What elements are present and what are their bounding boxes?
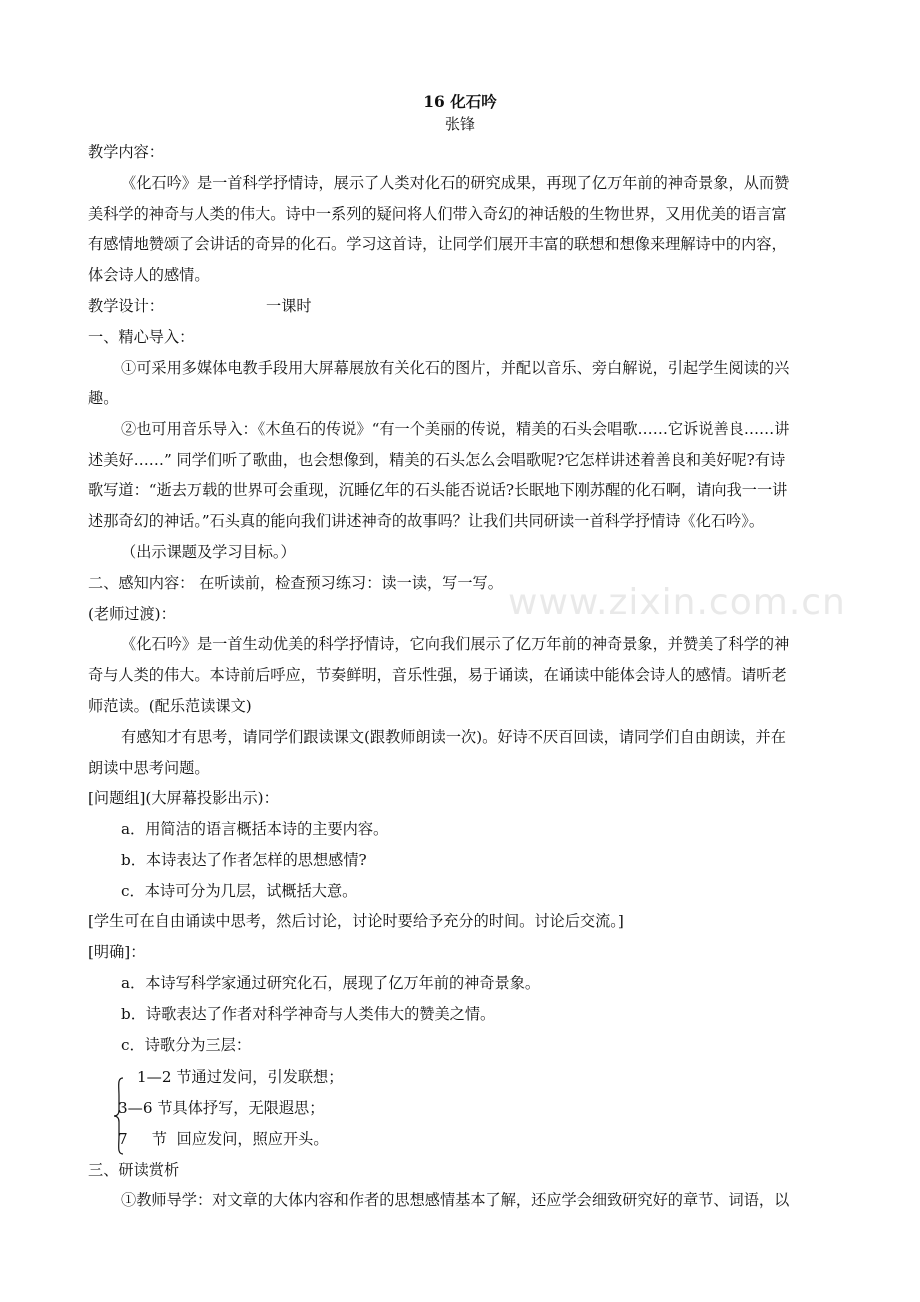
section-label: 教学设计：	[88, 297, 164, 315]
lesson-count: 一课时	[266, 297, 312, 315]
section-label: [明确]：	[88, 943, 146, 961]
paragraph-line: 奇与人类的伟大。本诗前后呼应，节奏鲜明，音乐性强，易于诵读，在诵读中能体会诗人的感情。请听老	[88, 666, 787, 684]
paragraph-line: 趣。	[88, 389, 119, 407]
paragraph-line: ②也可用音乐导入：《木鱼石的传说》“有一个美丽的传说，精美的石头会唱歌……它诉说善良……讲	[121, 420, 790, 438]
paragraph-line: ①可采用多媒体电教手段用大屏幕展放有关化石的图片，并配以音乐、旁白解说，引起学生阅读的兴	[121, 359, 790, 377]
section-heading: 二、感知内容： 在听读前，检查预习练习：读一读，写一写。	[88, 574, 503, 592]
list-item: c．本诗可分为几层，试概括大意。	[121, 882, 358, 900]
doc-author: 张锋	[444, 115, 475, 133]
paragraph-line: 《化石吟》是一首生动优美的科学抒情诗，它向我们展示了亿万年前的神奇景象，并赞美了科学的神	[121, 635, 790, 653]
list-item: b．本诗表达了作者怎样的思想感情?	[121, 851, 367, 869]
list-item: b．诗歌表达了作者对科学神奇与人类伟大的赞美之情。	[121, 1005, 496, 1023]
section-heading: 三、研读赏析	[88, 1161, 180, 1179]
section-label: 教学内容：	[88, 143, 164, 161]
paragraph-line: 有感情地赞颂了会讲话的奇异的化石。学习这首诗，让同学们展开丰富的联想和想像来理解诗中的内容，	[88, 235, 787, 253]
paragraph-line: （出示课题及学习目标。）	[121, 543, 296, 561]
list-item: 7 节 回应发问，照应开头。	[118, 1130, 329, 1148]
paragraph-line: 朗读中思考问题。	[88, 759, 210, 777]
watermark: www.zixin.com.cn	[508, 582, 846, 623]
list-item: a．本诗写科学家通过研究化石，展现了亿万年前的神奇景象。	[121, 974, 541, 992]
paragraph-line: [学生可在自由诵读中思考，然后讨论，讨论时要给予充分的时间。讨论后交流。]	[88, 912, 624, 930]
list-item: 1—2 节通过发问，引发联想；	[137, 1068, 344, 1086]
paragraph-line: 师范读。(配乐范读课文)	[88, 697, 252, 715]
paragraph-line: 述那奇幻的神话。”石头真的能向我们讲述神奇的故事吗？让我们共同研读一首科学抒情诗《化石吟》。	[88, 512, 765, 530]
section-label: (老师过渡)：	[88, 605, 176, 623]
paragraph-line: 美科学的神奇与人类的伟大。诗中一系列的疑问将人们带入奇幻的神话般的生物世界，又用优美的语言富	[88, 205, 787, 223]
list-item: c．诗歌分为三层：	[121, 1036, 252, 1054]
paragraph-line: ①教师导学：对文章的大体内容和作者的思想感情基本了解，还应学会细致研究好的章节、词语，以	[121, 1191, 790, 1209]
paragraph-line: 述美好……” 同学们听了歌曲，也会想像到，精美的石头怎么会唱歌呢?它怎样讲述着善良和美好呢?有诗	[88, 451, 786, 469]
doc-title: 16 化石吟	[423, 92, 497, 111]
section-heading: 一、精心导入：	[88, 328, 195, 346]
paragraph-line: 歌写道：“逝去万载的世界可会重现，沉睡亿年的石头能否说话?长眠地下刚苏醒的化石啊，请向我一一讲	[88, 481, 788, 499]
section-label: [问题组](大屏幕投影出示)：	[88, 789, 279, 807]
list-item: 3—6 节具体抒写，无限遐思；	[118, 1099, 325, 1117]
paragraph-line: 有感知才有思考，请同学们跟读课文(跟教师朗读一次)。好诗不厌百回读，请同学们自由朗读，并在	[121, 728, 786, 746]
list-item: a．用简洁的语言概括本诗的主要内容。	[121, 820, 389, 838]
paragraph-line: 《化石吟》是一首科学抒情诗，展示了人类对化石的研究成果，再现了亿万年前的神奇景象，从而赞	[121, 174, 790, 192]
paragraph-line: 体会诗人的感情。	[88, 266, 210, 284]
